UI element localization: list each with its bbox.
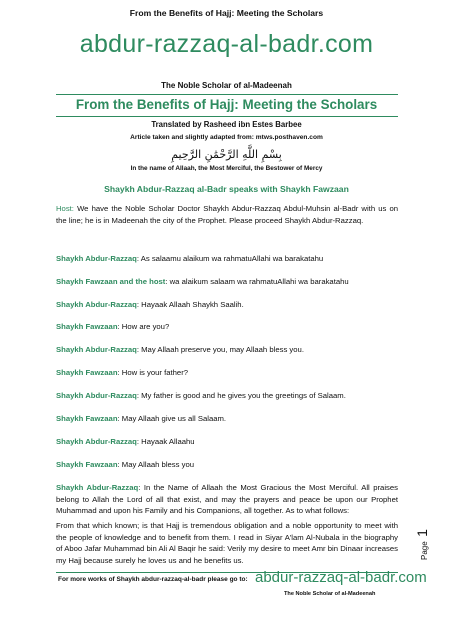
site-name-banner: abdur-razzaq-al-badr.com: [79, 30, 374, 58]
speaker-label: Shaykh Fawzaan: [56, 460, 118, 469]
footer-more-works: For more works of Shaykh abdur-razzaq-al-badr please go to:: [58, 576, 248, 583]
page-number: 1: [414, 529, 430, 537]
section-heading: Shaykh Abdur-Razzaq al-Badr speaks with Shaykh Fawzaan: [104, 184, 349, 194]
speaker-label: Shaykh Abdur-Razzaq: [56, 254, 137, 263]
speaker-label: Shaykh Abdur-Razzaq: [56, 391, 137, 400]
speaker-label: Shaykh Abdur-Razzaq: [56, 483, 139, 492]
translator-line: Translated by Rasheed ibn Estes Barbee: [151, 120, 302, 129]
page-word: Page: [420, 541, 429, 560]
footer-site-link[interactable]: abdur-razzaq-al-badr.com: [255, 569, 427, 586]
dialogue-text: : Hayaak Allaah Shaykh Saalih.: [136, 300, 244, 309]
closing-paragraph: From that which known; is that Hajj is tremendous obligation and a noble opportunity to meet with the people of knowledge and to benefit from them. I read in Siyar A'lam Al-Nubala in the biography of Aboo Jafar Muhammad bin Ali Al Baqir he said: Verily my desire to meet Amr bin Dinaar increases my Hajj because surely he loves us and he benefits us.: [56, 521, 398, 565]
dialogue-paragraph: [56, 299, 398, 311]
dialogue-paragraph: [56, 321, 398, 333]
speaker-label: Shaykh Fawzaan: [56, 322, 118, 331]
dialogue-text: : May Allaah preserve you, may Allaah bless you.: [136, 345, 304, 354]
dialogue-paragraph: [56, 390, 398, 402]
bismillah-calligraphy: بِسْمِ اللَّهِ الرَّحْمَٰنِ الرَّحِيمِ: [171, 148, 282, 161]
speaker-label: Shaykh Abdur-Razzaq: [56, 300, 137, 309]
invocation-line: In the name of Allaah, the Most Merciful, the Bestower of Mercy: [130, 165, 323, 172]
dialogue-text: : My father is good and he gives you the greetings of Salaam.: [136, 391, 346, 400]
dialogue-paragraph: [56, 482, 398, 517]
dialogue-text: : May Allaah bless you: [117, 460, 195, 469]
speaker-label: Shaykh Abdur-Razzaq: [56, 345, 137, 354]
dialogue-paragraph: [56, 276, 398, 288]
dialogue-text: : How are you?: [117, 322, 170, 331]
speaker-label: Host:: [56, 204, 74, 213]
dialogue-paragraph: [56, 459, 398, 471]
dialogue-paragraph: [56, 253, 398, 265]
speaker-label: Shaykh Abdur-Razzaq: [56, 437, 137, 446]
speaker-label: Shaykh Fawzaan and the host: [56, 277, 166, 286]
speaker-label: Shaykh Fawzaan: [56, 414, 118, 423]
dialogue-text: : In the Name of Allaah the Most Gracious the Most Merciful. All praises belong to Allah the Lord of all that exist, and may the prayers and peace be upon our Prophet Muhammad and upon his Family and his Companions, all together. As to what follows:: [56, 483, 399, 516]
dialogue-paragraph: [56, 367, 398, 379]
title-rule-bottom: [56, 116, 398, 117]
dialogue-paragraph: [56, 436, 398, 448]
running-title: From the Benefits of Hajj: Meeting the Scholars: [129, 8, 324, 18]
dialogue-text: : Hayaak Allaahu: [136, 437, 195, 446]
dialogue-text: : May Allaah give us all Salaam.: [117, 414, 227, 423]
dialogue-text: : How is your father?: [117, 368, 189, 377]
title-rule-top: [56, 94, 398, 95]
site-subtitle: The Noble Scholar of al-Madeenah: [161, 81, 292, 90]
dialogue-paragraph: [56, 344, 398, 356]
document-title: From the Benefits of Hajj: Meeting the Scholars: [75, 97, 378, 112]
dialogue-text: We have the Noble Scholar Doctor Shaykh Abdur-Razzaq Abdul-Muhsin al-Badr with us on the line; he is in Madeenah the city of the Prophet. Please proceed Shaykh Abdur-Razzaq.: [56, 204, 398, 225]
speaker-label: Shaykh Fawzaan: [56, 368, 118, 377]
dialogue-text: : As salaamu alaikum wa rahmatuAllahi wa barakatahu: [136, 254, 324, 263]
dialogue-paragraph: [56, 413, 398, 425]
dialogue-text: : wa alaikum salaam wa rahmatuAllahi wa barakatahu: [165, 277, 349, 286]
footer-site-subtitle: The Noble Scholar of al-Madeenah: [284, 591, 376, 597]
source-line: Article taken and slightly adapted from: mtws.posthaven.com: [130, 134, 323, 141]
dialogue-paragraph: [56, 203, 398, 226]
page-number-label: [414, 529, 432, 560]
